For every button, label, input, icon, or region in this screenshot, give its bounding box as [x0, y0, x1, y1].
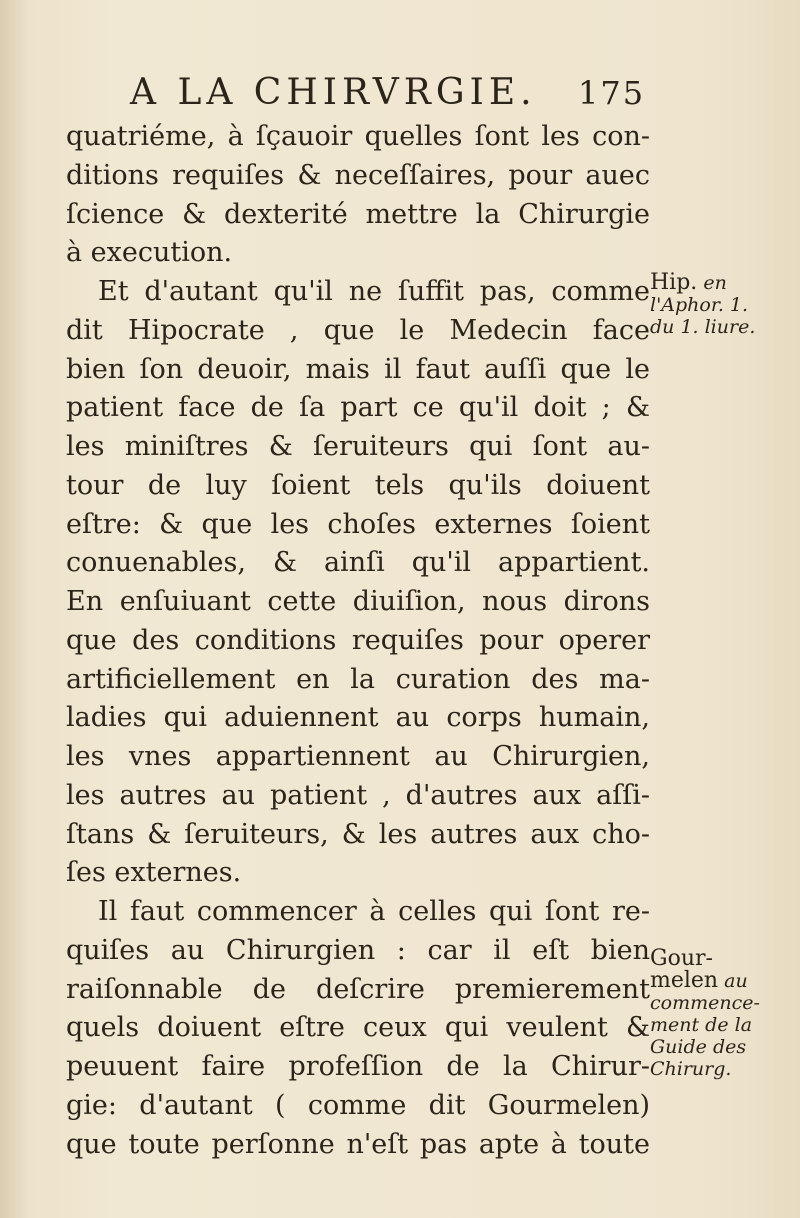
text-line: Il faut commencer à celles qui ſont re-	[98, 896, 650, 927]
text-line: ſes externes.	[66, 857, 242, 889]
text-line: patient face de ſa part ce qu'il doit ; &	[66, 392, 650, 424]
marginal-note-line	[650, 272, 755, 294]
marginal-note-line: Gour-	[650, 946, 713, 971]
body-text	[66, 118, 650, 1164]
text-line: les autres au patient , d'autres aux aſſi-	[66, 779, 650, 811]
marginal-note-text: melen	[650, 968, 719, 993]
text-line: ditions requiſes & neceſſaires, pour auec	[66, 159, 650, 191]
text-line: que des conditions requiſes pour operer	[66, 624, 650, 656]
marginal-note-hipocrate	[650, 272, 755, 338]
text-line: ſcience & dexterité mettre la Chirurgie	[66, 198, 650, 230]
text-line: les miniſtres & ſeruiteurs qui ſont au-	[66, 431, 650, 462]
marginal-note-line: du 1. liure.	[650, 316, 756, 338]
text-line: quels doiuent eſtre ceux qui veulent &	[66, 1012, 650, 1044]
text-line: artificiellement en la curation des ma-	[66, 663, 650, 695]
text-line: Et d'autant qu'il ne ſuffit pas, comme	[98, 276, 650, 307]
text-line: dit Hipocrate , que le Medecin face	[66, 314, 650, 346]
marginal-note-line: Chirurg.	[650, 1058, 732, 1080]
page-header	[130, 72, 670, 116]
text-line: raiſonnable de deſcrire premierement	[66, 973, 650, 1005]
text-line: que toute perſonne n'eſt pas apte à toute	[66, 1128, 650, 1160]
marginal-note-text: en	[703, 272, 727, 294]
text-line: les vnes appartiennent au Chirurgien,	[66, 741, 650, 772]
text-line: gie: d'autant ( comme dit Gourmelen)	[66, 1089, 650, 1121]
text-line: peuuent faire profeſſion de la Chirur-	[66, 1051, 650, 1082]
marginal-note-line: ment de la	[650, 1014, 753, 1036]
page-number: 175	[578, 74, 646, 112]
text-line: quatriéme, à ſçauoir quelles ſont les con-	[66, 121, 650, 152]
marginal-note-line	[650, 970, 760, 992]
marginal-note-text: au	[724, 970, 748, 992]
text-line: eſtre: & que les choſes externes ſoient	[66, 508, 650, 540]
marginal-note-line: l'Aphor. 1.	[650, 294, 749, 316]
marginal-note-gourmelen	[650, 948, 760, 1080]
text-line: ſtans & ſeruiteurs, & les autres aux cho-	[66, 818, 650, 850]
text-line: conuenables, & ainſi qu'il appartient.	[66, 547, 650, 579]
running-head: A LA CHIRVRGIE.	[130, 72, 537, 113]
text-line: tour de luy ſoient tels qu'ils doiuent	[66, 469, 650, 501]
text-line: quiſes au Chirurgien : car il eſt bien	[66, 934, 650, 966]
text-line: En enſuiuant cette diuiſion, nous dirons	[66, 586, 650, 617]
text-line: à execution.	[66, 237, 233, 269]
text-line: bien ſon deuoir, mais il faut auſſi que le	[66, 353, 650, 385]
marginal-note-line: commence-	[650, 992, 760, 1014]
marginal-note-text: Hip.	[650, 270, 698, 295]
marginal-note-line: Guide des	[650, 1036, 747, 1058]
text-line: ladies qui aduiennent au corps humain,	[66, 702, 650, 734]
